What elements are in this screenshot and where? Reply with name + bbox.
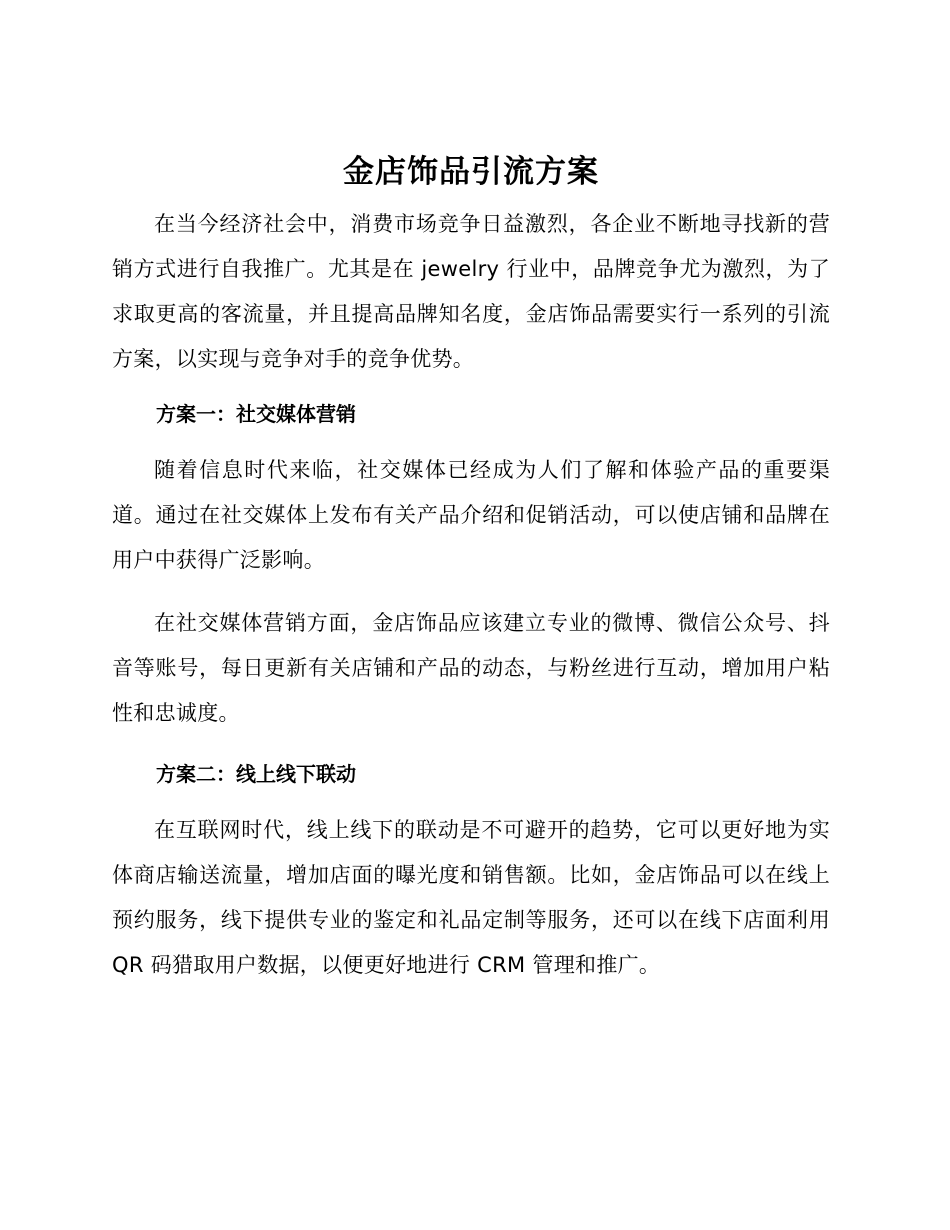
- section-online-offline: [112, 754, 830, 988]
- section-heading: 方案二：线上线下联动: [156, 762, 356, 786]
- document-title: 金店饰品引流方案: [343, 154, 599, 190]
- intro-paragraph: 在当今经济社会中，消费市场竞争日益激烈，各企业不断地寻找新的营销方式进行自我推广。尤其是在 jewelry 行业中，品牌竞争尤为激烈，为了求取更高的客流量，并且提高品牌知名度，金店饰品需要实行一系列的引流方案，以实现与竞争对手的竞争优势。: [112, 212, 830, 371]
- section-heading: 方案一：社交媒体营销: [156, 402, 356, 426]
- section-paragraph: 随着信息时代来临，社交媒体已经成为人们了解和体验产品的重要渠道。通过在社交媒体上发布有关产品介绍和促销活动，可以使店铺和品牌在用户中获得广泛影响。: [112, 458, 830, 572]
- section-paragraph: 在互联网时代，线上线下的联动是不可避开的趋势，它可以更好地为实体商店输送流量，增加店面的曝光度和销售额。比如，金店饰品可以在线上预约服务，线下提供专业的鉴定和礼品定制等服务，还可以在线下店面利用 QR 码猎取用户数据，以便更好地进行 CRM 管理和推广。: [112, 818, 830, 977]
- section-social-media: [112, 394, 830, 736]
- section-paragraph: 在社交媒体营销方面，金店饰品应该建立专业的微博、微信公众号、抖音等账号，每日更新有关店铺和产品的动态，与粉丝进行互动，增加用户粘性和忠诚度。: [112, 611, 830, 725]
